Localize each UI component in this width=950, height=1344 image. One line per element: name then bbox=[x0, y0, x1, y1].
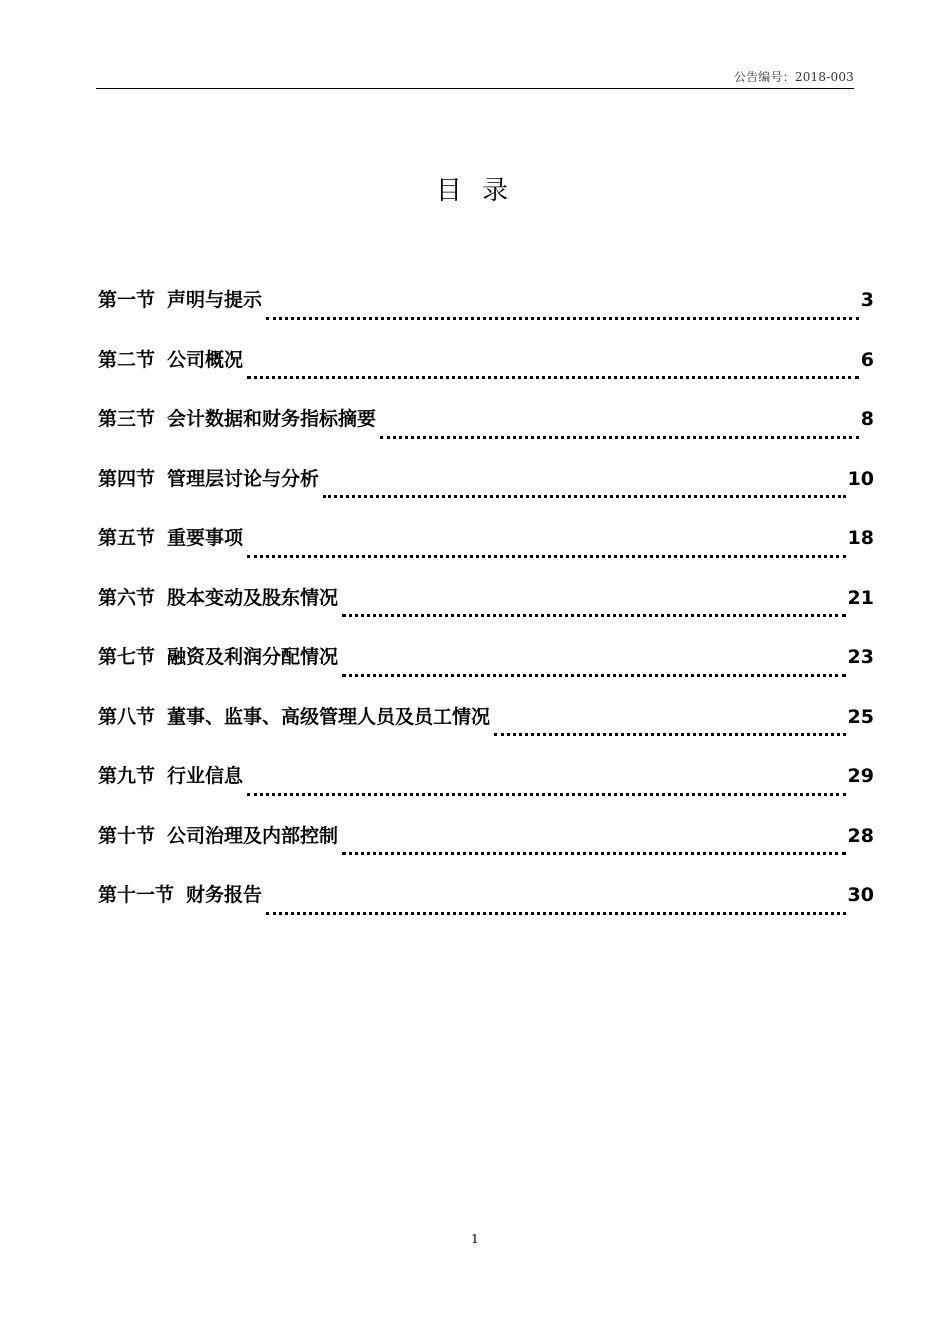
toc-section-number: 第四节 bbox=[98, 467, 156, 490]
toc-section-heading: 财务报告 bbox=[186, 884, 263, 906]
toc-entry[interactable] bbox=[98, 699, 874, 759]
toc-entry[interactable] bbox=[98, 758, 874, 818]
toc-section-heading: 股本变动及股东情况 bbox=[167, 586, 339, 609]
toc-dot-leader bbox=[380, 421, 859, 441]
toc-section-number: 第五节 bbox=[98, 527, 156, 549]
toc-section-number: 第二节 bbox=[98, 348, 156, 371]
toc-page-number: 25 bbox=[847, 705, 874, 728]
toc-entry[interactable] bbox=[98, 818, 874, 878]
toc-section-heading: 会计数据和财务指标摘要 bbox=[167, 408, 377, 430]
toc-page-number: 30 bbox=[847, 884, 874, 906]
toc-page-number: 18 bbox=[847, 527, 874, 549]
toc-section-heading: 声明与提示 bbox=[167, 289, 263, 311]
toc-dot-leader bbox=[494, 718, 846, 738]
toc-entry[interactable] bbox=[98, 461, 874, 521]
toc-page-number: 8 bbox=[860, 408, 874, 430]
toc-section-heading: 公司治理及内部控制 bbox=[167, 824, 339, 847]
toc-section-number: 第九节 bbox=[98, 765, 156, 787]
toc-page-number: 10 bbox=[847, 467, 874, 490]
toc-section-heading: 行业信息 bbox=[167, 765, 244, 787]
toc-dot-leader bbox=[247, 778, 846, 798]
toc-dot-leader bbox=[342, 837, 846, 857]
announcement-number: 公告编号：2018-003 bbox=[733, 70, 854, 84]
toc-page-number: 3 bbox=[860, 289, 874, 311]
toc-entry[interactable] bbox=[98, 342, 874, 402]
toc-section-number: 第三节 bbox=[98, 408, 156, 430]
toc-entry[interactable] bbox=[98, 401, 874, 461]
footer-page-number: 1 bbox=[471, 1232, 479, 1246]
toc-section-number: 第七节 bbox=[98, 646, 156, 668]
toc-section-number: 第十节 bbox=[98, 824, 156, 847]
toc-section-heading: 董事、监事、高级管理人员及员工情况 bbox=[167, 705, 491, 728]
toc-dot-leader bbox=[266, 897, 846, 917]
toc-section-number: 第六节 bbox=[98, 586, 156, 609]
toc-dot-leader bbox=[266, 302, 859, 322]
toc-dot-leader bbox=[323, 480, 846, 500]
toc-dot-leader bbox=[342, 659, 846, 679]
toc-section-number: 第十一节 bbox=[98, 884, 175, 906]
table-of-contents bbox=[98, 282, 874, 937]
toc-page-number: 6 bbox=[860, 348, 874, 371]
page-title: 目 录 bbox=[435, 176, 515, 206]
toc-section-number: 第一节 bbox=[98, 289, 156, 311]
toc-page-number: 23 bbox=[847, 646, 874, 668]
toc-section-number: 第八节 bbox=[98, 705, 156, 728]
toc-page-number: 29 bbox=[847, 765, 874, 787]
toc-dot-leader bbox=[342, 599, 846, 619]
toc-dot-leader bbox=[247, 540, 846, 560]
header-divider bbox=[96, 88, 854, 89]
toc-section-heading: 公司概况 bbox=[167, 348, 244, 371]
toc-page-number: 28 bbox=[847, 824, 874, 847]
toc-dot-leader bbox=[247, 361, 859, 381]
toc-page-number: 21 bbox=[847, 586, 874, 609]
toc-entry[interactable] bbox=[98, 877, 874, 937]
toc-entry[interactable] bbox=[98, 520, 874, 580]
toc-section-heading: 管理层讨论与分析 bbox=[167, 467, 320, 490]
toc-entry[interactable] bbox=[98, 639, 874, 699]
toc-entry[interactable] bbox=[98, 282, 874, 342]
toc-section-heading: 融资及利润分配情况 bbox=[167, 646, 339, 668]
toc-entry[interactable] bbox=[98, 580, 874, 640]
toc-section-heading: 重要事项 bbox=[167, 527, 244, 549]
